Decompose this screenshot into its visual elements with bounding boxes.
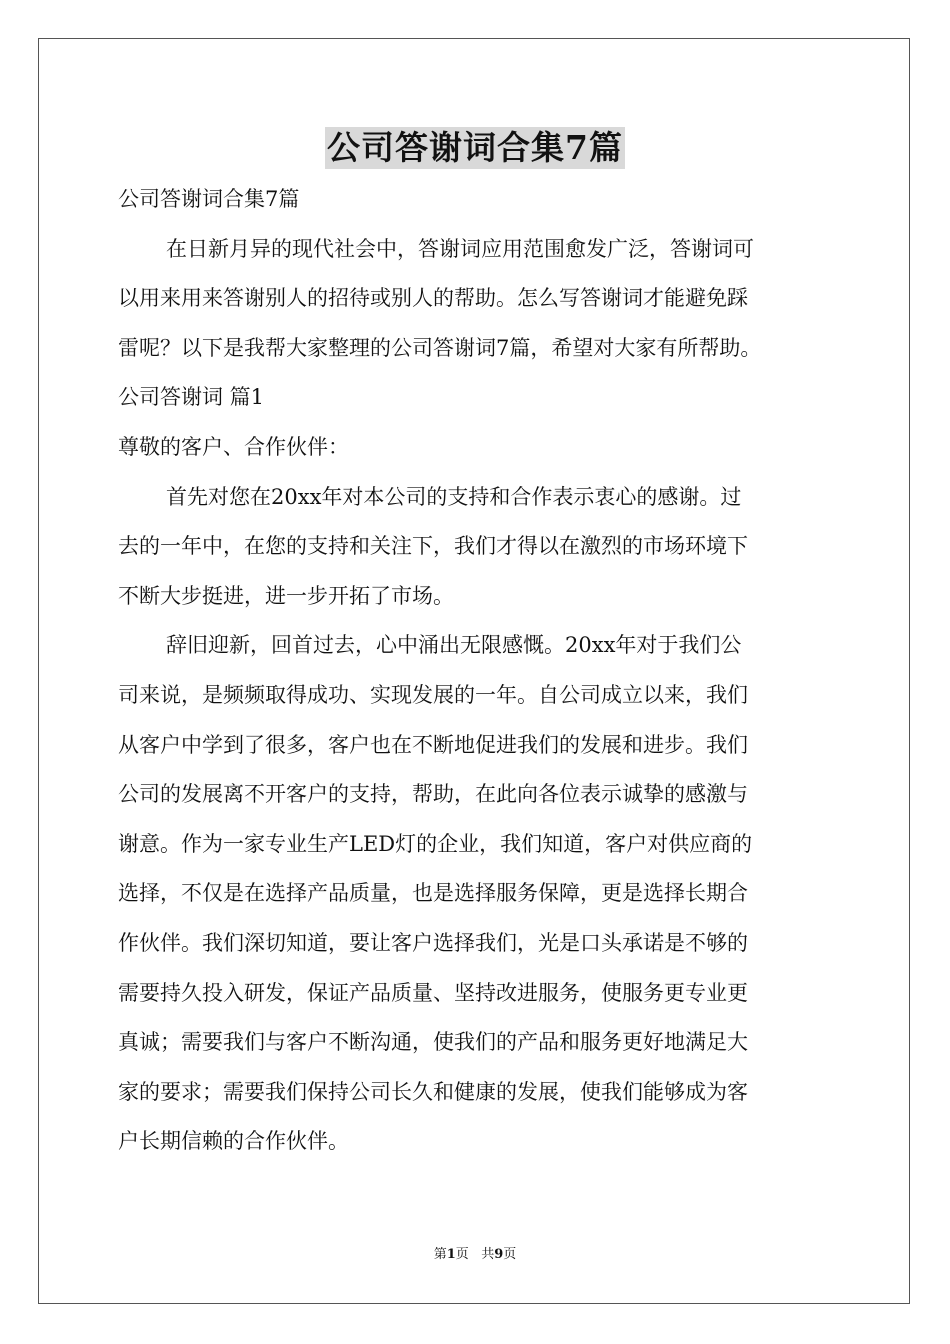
- body-line: 公司的发展离不开客户的支持，帮助，在此向各位表示诚挚的感激与: [118, 782, 748, 807]
- page-number: 1: [446, 1247, 456, 1262]
- page-footer: [0, 1246, 950, 1264]
- document-body: [118, 175, 838, 1167]
- body-line: 家的要求；需要我们保持公司长久和健康的发展，使我们能够成为客: [118, 1079, 748, 1104]
- body-line: 真诚；需要我们与客户不断沟通，使我们的产品和服务更好地满足大: [118, 1030, 748, 1055]
- body-line: 在日新月异的现代社会中，答谢词应用范围愈发广泛，答谢词可: [166, 236, 754, 261]
- body-line: 谢意。作为一家专业生产LED灯的企业，我们知道，客户对供应商的: [118, 831, 753, 856]
- title-container: [0, 127, 950, 169]
- body-line: 尊敬的客户、合作伙伴：: [118, 434, 349, 459]
- body-line: 以用来用来答谢别人的招待或别人的帮助。怎么写答谢词才能避免踩: [118, 286, 748, 311]
- body-line: 雷呢？以下是我帮大家整理的公司答谢词7篇，希望对大家有所帮助。: [118, 335, 762, 360]
- document-title: 公司答谢词合集7篇: [327, 128, 623, 167]
- body-lines: [118, 225, 838, 1167]
- body-line: 选择，不仅是在选择产品质量，也是选择服务保障，更是选择长期合: [118, 881, 748, 906]
- total-prefix: 共: [481, 1247, 495, 1262]
- document-subtitle: 公司答谢词合集7篇: [118, 187, 300, 211]
- total-suffix: 页: [503, 1247, 517, 1262]
- body-line: 司来说，是频频取得成功、实现发展的一年。自公司成立以来，我们: [118, 682, 748, 707]
- body-line: 从客户中学到了很多，客户也在不断地促进我们的发展和进步。我们: [118, 732, 748, 757]
- body-line: 需要持久投入研发，保证产品质量、坚持改进服务，使服务更专业更: [118, 980, 748, 1005]
- body-line: 公司答谢词 篇1: [118, 385, 265, 410]
- body-line: 去的一年中，在您的支持和关注下，我们才得以在激烈的市场环境下: [118, 534, 748, 559]
- body-line: 首先对您在20xx年对本公司的支持和合作表示衷心的感谢。过: [166, 484, 742, 509]
- page-prefix: 第: [433, 1247, 447, 1262]
- body-line: 作伙伴。我们深切知道，要让客户选择我们，光是口头承诺是不够的: [118, 930, 748, 955]
- body-line: 辞旧迎新，回首过去，心中涌出无限感慨。20xx年对于我们公: [166, 633, 742, 658]
- page-suffix: 页: [455, 1247, 469, 1262]
- body-line: 户长期信赖的合作伙伴。: [118, 1129, 349, 1154]
- body-line: 不断大步挺进，进一步开拓了市场。: [118, 583, 454, 608]
- total-pages: 9: [494, 1247, 504, 1262]
